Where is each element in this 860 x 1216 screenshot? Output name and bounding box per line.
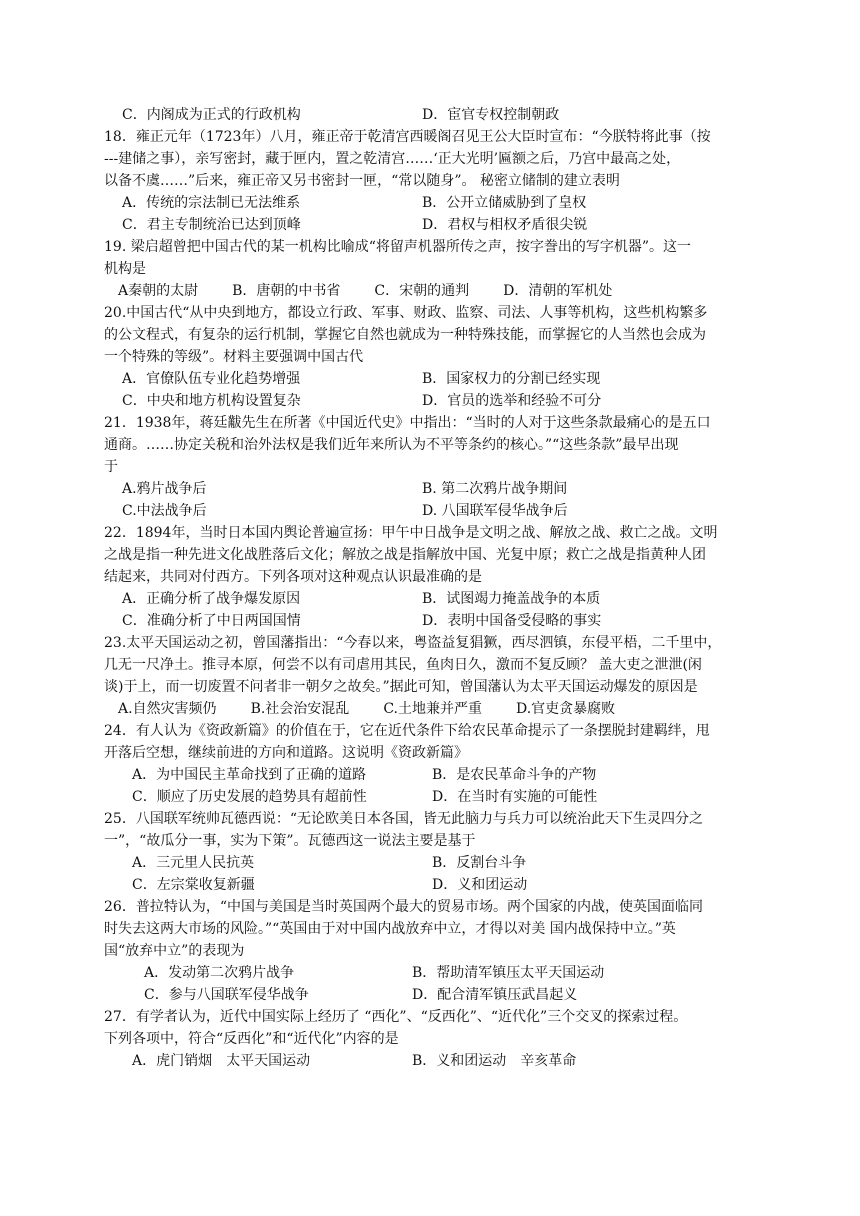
q26-option-a: A．发动第二次鸦片战争 — [144, 965, 295, 981]
q21-option-d: D. 八国联军侵华战争后 — [422, 503, 568, 519]
question-27 — [104, 1006, 764, 1072]
q25-options-cd — [104, 874, 764, 896]
q21-options-ab — [104, 478, 764, 500]
q23-option-a: A.自然灾害频仍 — [118, 701, 217, 717]
q19-option-b: B．唐朝的中书省 — [232, 283, 341, 299]
q24-option-a: A．为中国民主革命找到了正确的道路 — [132, 767, 367, 783]
q22-option-a: A．正确分析了战争爆发原因 — [122, 591, 301, 607]
q22-options-cd — [104, 610, 764, 632]
q19-options — [104, 280, 764, 302]
question-20 — [104, 302, 764, 412]
q26-stem-line-1: 26．普拉特认为，“中国与美国是当时英国两个最大的贸易市场。两个国家的内战，使英国面临同 — [104, 899, 703, 915]
q27-option-a: A．虎门销烟 太平天国运动 — [132, 1053, 311, 1069]
q18-option-b: B．公开立储威胁到了皇权 — [422, 195, 587, 211]
q26-stem-line-3: 国“放弃中立”的表现为 — [104, 943, 245, 959]
q23-options — [104, 698, 764, 720]
q17-option-c: C．内阁成为正式的行政机构 — [122, 107, 301, 123]
q25-stem-line-1: 25．八国联军统帅瓦德西说：“无论欧美日本各国，皆无此脑力与兵力可以统治此天下生灵四分之 — [104, 811, 703, 827]
q19-stem-line-1: 19. 梁启超曾把中国古代的某一机构比喻成“将留声机器所传之声，按字誊出的写字机器”。这一 — [104, 239, 692, 255]
q20-option-d: D．官员的选举和经验不可分 — [422, 393, 602, 409]
question-23 — [104, 632, 764, 720]
q17-options-cd — [104, 104, 764, 126]
q25-stem-line-2: 一”，“故瓜分一事，实为下策”。瓦德西这一说法主要是基于 — [104, 833, 476, 849]
question-21 — [104, 412, 764, 522]
q23-stem-line-2: 几无一尺净土。推寻本原，何尝不以有司虐用其民，鱼肉日久，激而不复反顾？ 盖大吏之泄泄(闲 — [104, 657, 702, 673]
q24-stem-line-1: 24．有人认为《资政新篇》的价值在于，它在近代条件下给农民革命提示了一条摆脱封建羁绊，甩 — [104, 723, 710, 739]
q17-option-d: D．宦官专权控制朝政 — [422, 107, 560, 123]
q21-option-a: A.鸦片战争后 — [122, 481, 207, 497]
q21-options-cd — [104, 500, 764, 522]
q18-stem-line-3: 以备不虞……”后来，雍正帝又另书密封一匣，“常以随身”。 秘密立储制的建立表明 — [104, 173, 620, 189]
q22-option-c: C．准确分析了中日两国国情 — [122, 613, 301, 629]
q24-option-d: D．在当时有实施的可能性 — [432, 789, 598, 805]
q21-stem-line-3: 于 — [104, 459, 118, 475]
question-26 — [104, 896, 764, 1006]
q19-option-c: C．宋朝的通判 — [374, 283, 470, 299]
q23-stem-line-1: 23.太平天国运动之初，曾国藩指出：“今春以来，粤盗益复猖獗，西尽泗镇，东侵平梧，二千里中， — [104, 635, 722, 651]
question-18 — [104, 126, 764, 236]
q21-option-c: C.中法战争后 — [122, 503, 207, 519]
q21-option-b: B. 第二次鸦片战争期间 — [422, 481, 568, 497]
q27-option-b: B．义和团运动 辛亥革命 — [412, 1053, 577, 1069]
q24-stem-line-2: 开落后空想，继续前进的方向和道路。这说明《资政新篇》 — [104, 745, 468, 761]
q24-options-ab — [104, 764, 764, 786]
q18-option-c: C．君主专制统治已达到顶峰 — [122, 217, 301, 233]
question-19 — [104, 236, 764, 302]
q18-stem-line-2: ---建储之事），亲写密封，藏于匣内，置之乾清宫……‘正大光明’匾额之后，乃宫中最高之处， — [104, 151, 681, 167]
q20-stem-line-1: 20.中国古代“从中央到地方，都设立行政、军事、财政、监察、司法、人事等机构，这些机构繁多 — [104, 305, 708, 321]
q25-option-b: B．反割台斗争 — [432, 855, 527, 871]
question-25 — [104, 808, 764, 896]
q19-option-d: D．清朝的军机处 — [503, 283, 613, 299]
q20-options-cd — [104, 390, 764, 412]
q23-option-c: C.土地兼并严重 — [383, 701, 482, 717]
q20-option-c: C．中央和地方机构设置复杂 — [122, 393, 301, 409]
q23-stem-line-3: 谈)于上，而一切废置不问者非一朝夕之故矣。”据此可知，曾国藩认为太平天国运动爆发的原因是 — [104, 679, 698, 695]
q20-options-ab — [104, 368, 764, 390]
q26-option-b: B．帮助清军镇压太平天国运动 — [412, 965, 605, 981]
q25-options-ab — [104, 852, 764, 874]
q27-stem-line-1: 27．有学者认为，近代中国实际上经历了 “西化”、“反西化”、“近代化”三个交叉的探索过程。 — [104, 1009, 688, 1025]
q20-option-b: B．国家权力的分割已经实现 — [422, 371, 601, 387]
question-24 — [104, 720, 764, 808]
q22-stem-line-1: 22．1894年，当时日本国内舆论普遍宣扬：甲午中日战争是文明之战、解放之战、救亡之战。文明 — [104, 525, 718, 541]
q20-option-a: A．官僚队伍专业化趋势增强 — [122, 371, 301, 387]
q24-option-c: C．顺应了历史发展的趋势具有超前性 — [132, 789, 367, 805]
exam-page — [104, 104, 764, 1072]
q27-stem-line-2: 下列各项中，符合“反西化”和“近代化”内容的是 — [104, 1031, 399, 1047]
q21-stem-line-2: 通商。……协定关税和治外法权是我们近年来所认为不平等条约的核心。”“这些条款”最早出现 — [104, 437, 679, 453]
q18-options-ab — [104, 192, 764, 214]
q26-option-c: C．参与八国联军侵华战争 — [144, 987, 309, 1003]
q20-stem-line-2: 的公文程式，有复杂的运行机制，掌握它自然也就成为一种特殊技能，而掌握它的人当然也会成为 — [104, 327, 706, 343]
q18-options-cd — [104, 214, 764, 236]
q22-option-d: D．表明中国备受侵略的事实 — [422, 613, 602, 629]
q22-options-ab — [104, 588, 764, 610]
q18-option-a: A．传统的宗法制已无法维系 — [122, 195, 301, 211]
q26-options-cd — [104, 984, 764, 1006]
question-22 — [104, 522, 764, 632]
q23-option-d: D.官吏贪暴腐败 — [515, 701, 616, 717]
q21-stem-line-1: 21．1938年，蒋廷黻先生在所著《中国近代史》中指出：“当时的人对于这些条款最痛心的是五口 — [104, 415, 711, 431]
q19-option-a: A秦朝的太尉 — [118, 283, 199, 299]
q22-stem-line-2: 之战是指一种先进文化战胜落后文化；解放之战是指解放中国、光复中原；救亡之战是指黄种人团 — [104, 547, 706, 563]
q26-option-d: D．配合清军镇压武昌起义 — [412, 987, 578, 1003]
q22-option-b: B．试图竭力掩盖战争的本质 — [422, 591, 601, 607]
q25-option-d: D．义和团运动 — [432, 877, 528, 893]
q18-option-d: D．君权与相权矛盾很尖锐 — [422, 217, 588, 233]
q18-stem-line-1: 18．雍正元年（1723年）八月，雍正帝于乾清宫西暖阁召见王公大臣时宣布：“今朕特将此事（按 — [104, 129, 711, 145]
q25-option-c: C．左宗棠收复新疆 — [132, 877, 255, 893]
q22-stem-line-3: 结起来，共同对付西方。下列各项对这种观点认识最准确的是 — [104, 569, 482, 585]
q19-stem-line-2: 机构是 — [104, 261, 146, 277]
q23-option-b: B.社会治安混乱 — [250, 701, 350, 717]
q20-stem-line-3: 一个特殊的等级”。材料主要强调中国古代 — [104, 349, 364, 365]
q26-options-ab — [104, 962, 764, 984]
q26-stem-line-2: 时失去这两大市场的风险。”“英国由于对中国内战放弃中立，才得以对美 国内战保持中立。”英 — [104, 921, 676, 937]
q24-option-b: B．是农民革命斗争的产物 — [432, 767, 597, 783]
q24-options-cd — [104, 786, 764, 808]
q25-option-a: A．三元里人民抗英 — [132, 855, 255, 871]
q27-options-ab — [104, 1050, 764, 1072]
